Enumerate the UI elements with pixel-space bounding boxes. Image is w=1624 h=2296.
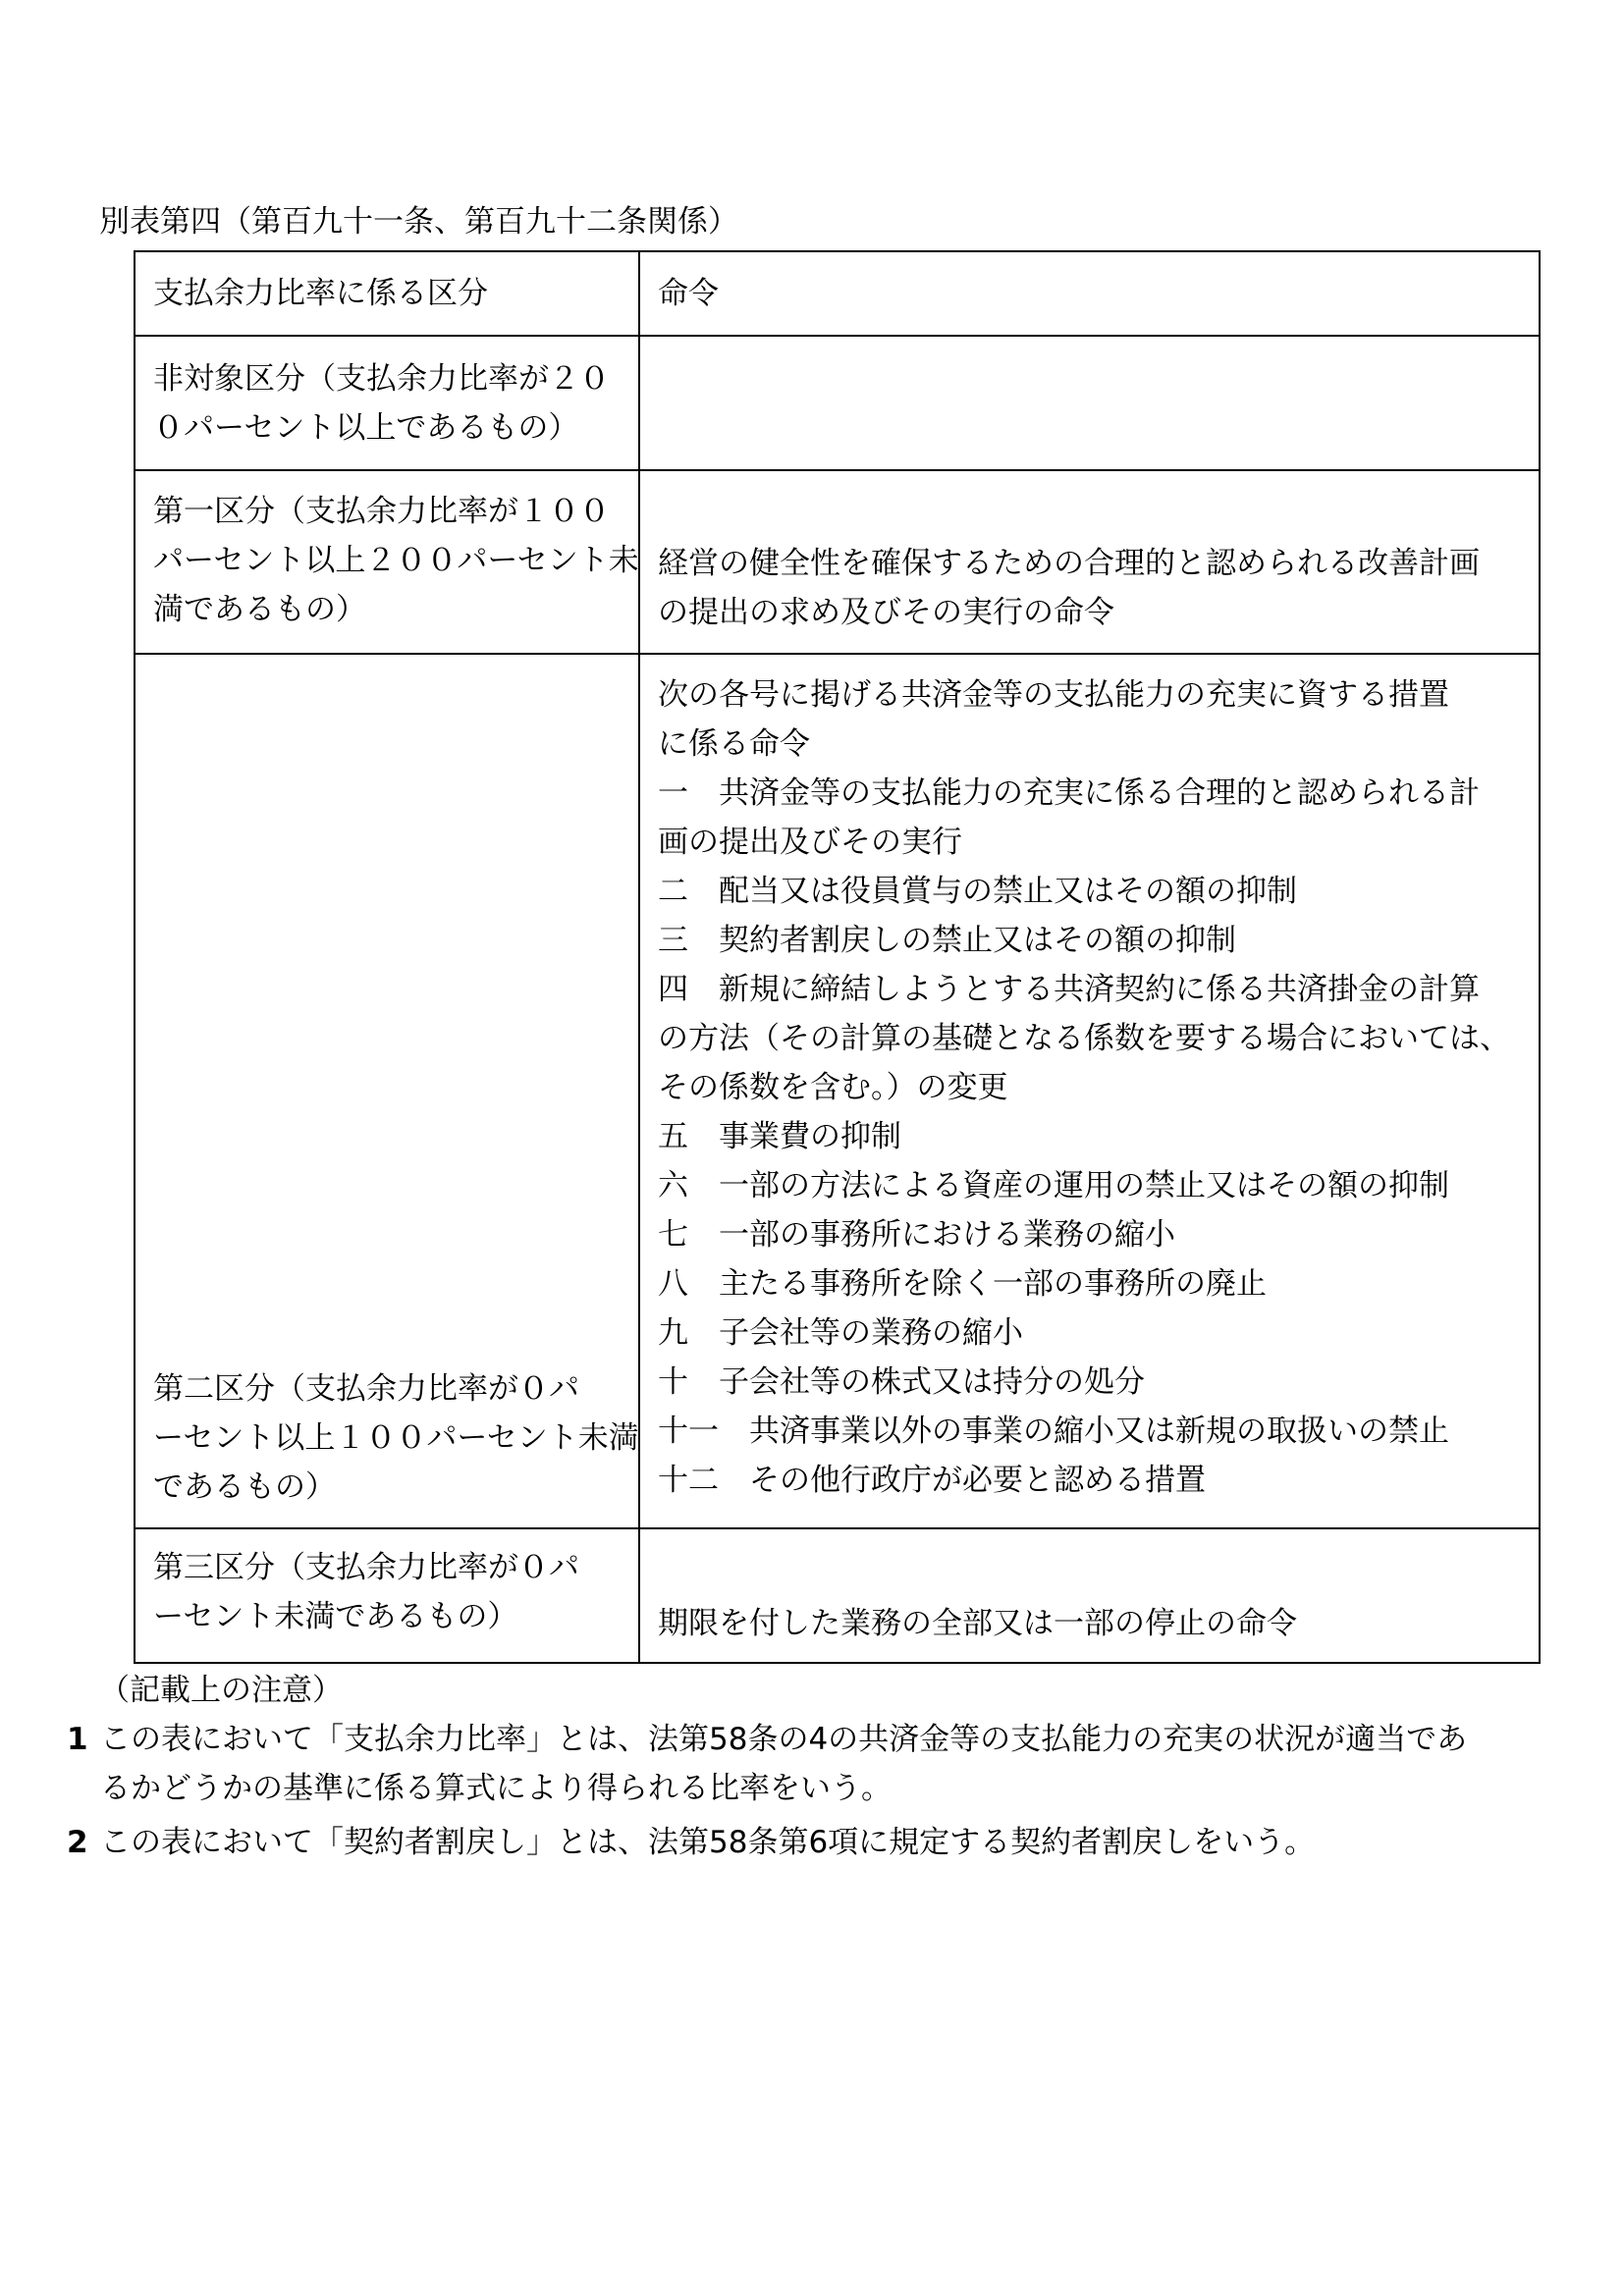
table-row (135, 470, 1540, 654)
cell-line: 第二区分（支払余力比率が０パ (153, 1371, 579, 1407)
cell-line: 第三区分（支払余力比率が０パ (153, 1550, 579, 1585)
cell-line: 満であるもの） (153, 592, 366, 627)
cell-line: 経営の健全性を確保するための合理的と認められる改善計画 (658, 546, 1480, 581)
page-title: 別表第四（第百九十一条、第百九十二条関係） (99, 204, 738, 240)
cell-line: 画の提出及びその実行 (658, 825, 962, 860)
cell-line: 十一 共済事業以外の事業の縮小又は新規の取扱いの禁止 (658, 1414, 1449, 1449)
table-row (135, 654, 1540, 1528)
note-number: 1 (67, 1722, 88, 1757)
cell-line: ーセント未満であるもの） (153, 1599, 518, 1634)
note-line: この表において「支払余力比率」とは、法第58条の4の共済金等の支払能力の充実の状況が適当であ (100, 1722, 1468, 1757)
order-cell (639, 1528, 1540, 1663)
order-cell (639, 470, 1540, 654)
cell-line: 八 主たる事務所を除く一部の事務所の廃止 (658, 1266, 1267, 1302)
cell-line: 七 一部の事務所における業務の縮小 (658, 1217, 1175, 1253)
category-cell (135, 336, 639, 470)
cell-line: 三 契約者割戻しの禁止又はその額の抑制 (658, 923, 1236, 958)
cell-line: であるもの） (153, 1469, 336, 1505)
cell-line: 五 事業費の抑制 (658, 1119, 901, 1154)
cell-line: ーセント以上１００パーセント未満 (153, 1420, 639, 1456)
note-line: るかどうかの基準に係る算式により得られる比率をいう。 (100, 1771, 892, 1806)
header-category-cell: 支払余力比率に係る区分 (135, 251, 639, 336)
cell-line: の提出の求め及びその実行の命令 (658, 595, 1114, 630)
note-item (67, 1818, 1540, 1867)
cell-line: の方法（その計算の基礎となる係数を要する場合においては、 (658, 1021, 1510, 1056)
table-row (135, 336, 1540, 470)
category-cell (135, 1528, 639, 1663)
cell-line: その係数を含む。）の変更 (658, 1070, 1008, 1105)
notes-heading: （記載上の注意） (99, 1673, 343, 1708)
note-number: 2 (67, 1825, 88, 1860)
order-cell (639, 336, 1540, 470)
cell-line: 十二 その他行政庁が必要と認める措置 (658, 1463, 1206, 1498)
cell-line: 第一区分（支払余力比率が１００ (153, 494, 610, 529)
order-cell (639, 654, 1540, 1528)
cell-line: に係る命令 (658, 726, 810, 762)
cell-line: 十 子会社等の株式又は持分の処分 (658, 1364, 1145, 1400)
cell-line: 九 子会社等の業務の縮小 (658, 1315, 1023, 1351)
cell-line: 六 一部の方法による資産の運用の禁止又はその額の抑制 (658, 1168, 1449, 1203)
table-row (135, 1528, 1540, 1663)
header-order-cell: 命令 (639, 251, 1540, 336)
note-line: この表において「契約者割戻し」とは、法第58条第6項に規定する契約者割戻しをいう。 (100, 1825, 1316, 1860)
cell-line: 一 共済金等の支払能力の充実に係る合理的と認められる計 (658, 775, 1480, 811)
table-header-row (135, 251, 1540, 336)
command-table (134, 250, 1541, 1664)
cell-line: 非対象区分（支払余力比率が２０ (153, 360, 610, 397)
cell-line: 次の各号に掲げる共済金等の支払能力の充実に資する措置 (658, 677, 1449, 713)
category-cell (135, 654, 639, 1528)
cell-line: パーセント以上２００パーセント未 (153, 543, 639, 578)
cell-line: ０パーセント以上であるもの） (153, 409, 579, 446)
cell-line: 四 新規に締結しようとする共済契約に係る共済掛金の計算 (658, 972, 1480, 1007)
note-item (67, 1715, 1540, 1813)
cell-line: 二 配当又は役員賞与の禁止又はその額の抑制 (658, 874, 1297, 909)
category-cell (135, 470, 639, 654)
cell-line: 期限を付した業務の全部又は一部の停止の命令 (658, 1606, 1297, 1641)
